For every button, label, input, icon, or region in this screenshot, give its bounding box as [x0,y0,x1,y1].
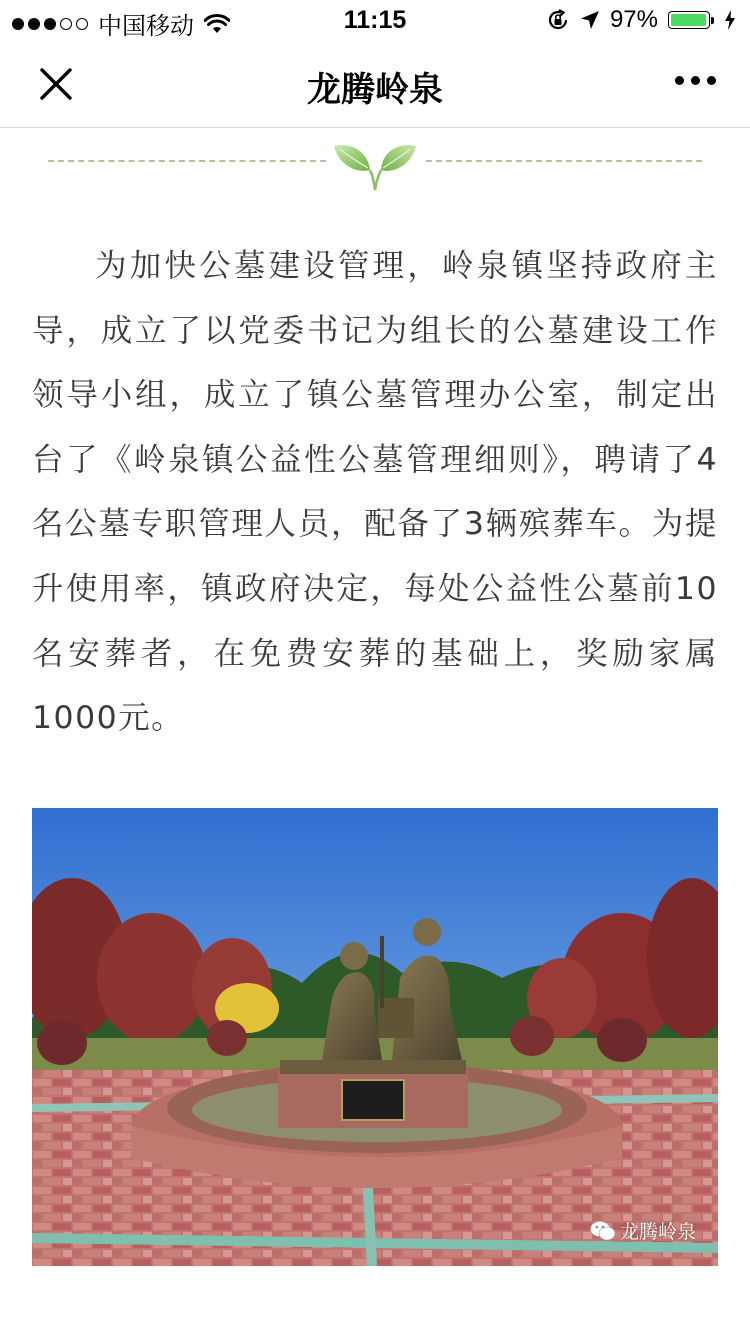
watermark-text: 龙腾岭泉 [619,1221,696,1243]
page-title: 龙腾岭泉 [307,70,443,110]
section-divider [48,140,702,192]
status-time: 11:15 [343,6,407,34]
rotation-lock-icon [546,8,570,32]
carrier-name: 中国移动 [98,13,194,40]
divider-line-left [48,160,326,162]
location-arrow-icon [580,10,600,30]
divider-line-right [426,160,702,162]
status-bar [0,0,750,40]
fountain-sculpture-image [32,808,718,1266]
battery-level [671,14,706,26]
wechat-icon [590,1220,616,1242]
battery-percent: 97% [609,6,658,33]
status-right [546,6,736,34]
article-photo [32,808,718,1266]
photo-watermark [590,1217,696,1244]
nav-bar [0,40,750,128]
sprout-leaf-icon [334,140,416,192]
more-icon[interactable] [675,76,716,85]
charging-bolt-icon [724,10,736,30]
article-paragraph: 为加快公墓建设管理，岭泉镇坚持政府主导，成立了以党委书记为组长的公墓建设工作领导小组，成立了镇公墓管理办公室，制定出台了《岭泉镇公益性公墓管理细则》，聘请了4名公墓专职管理人员，配备了3辆殡葬车。为提升使用率，镇政府决定，每处公益性公墓前10名安葬者，在免费安葬的基础上，奖励家属1000元。 [32,248,718,737]
battery-icon [668,11,714,29]
